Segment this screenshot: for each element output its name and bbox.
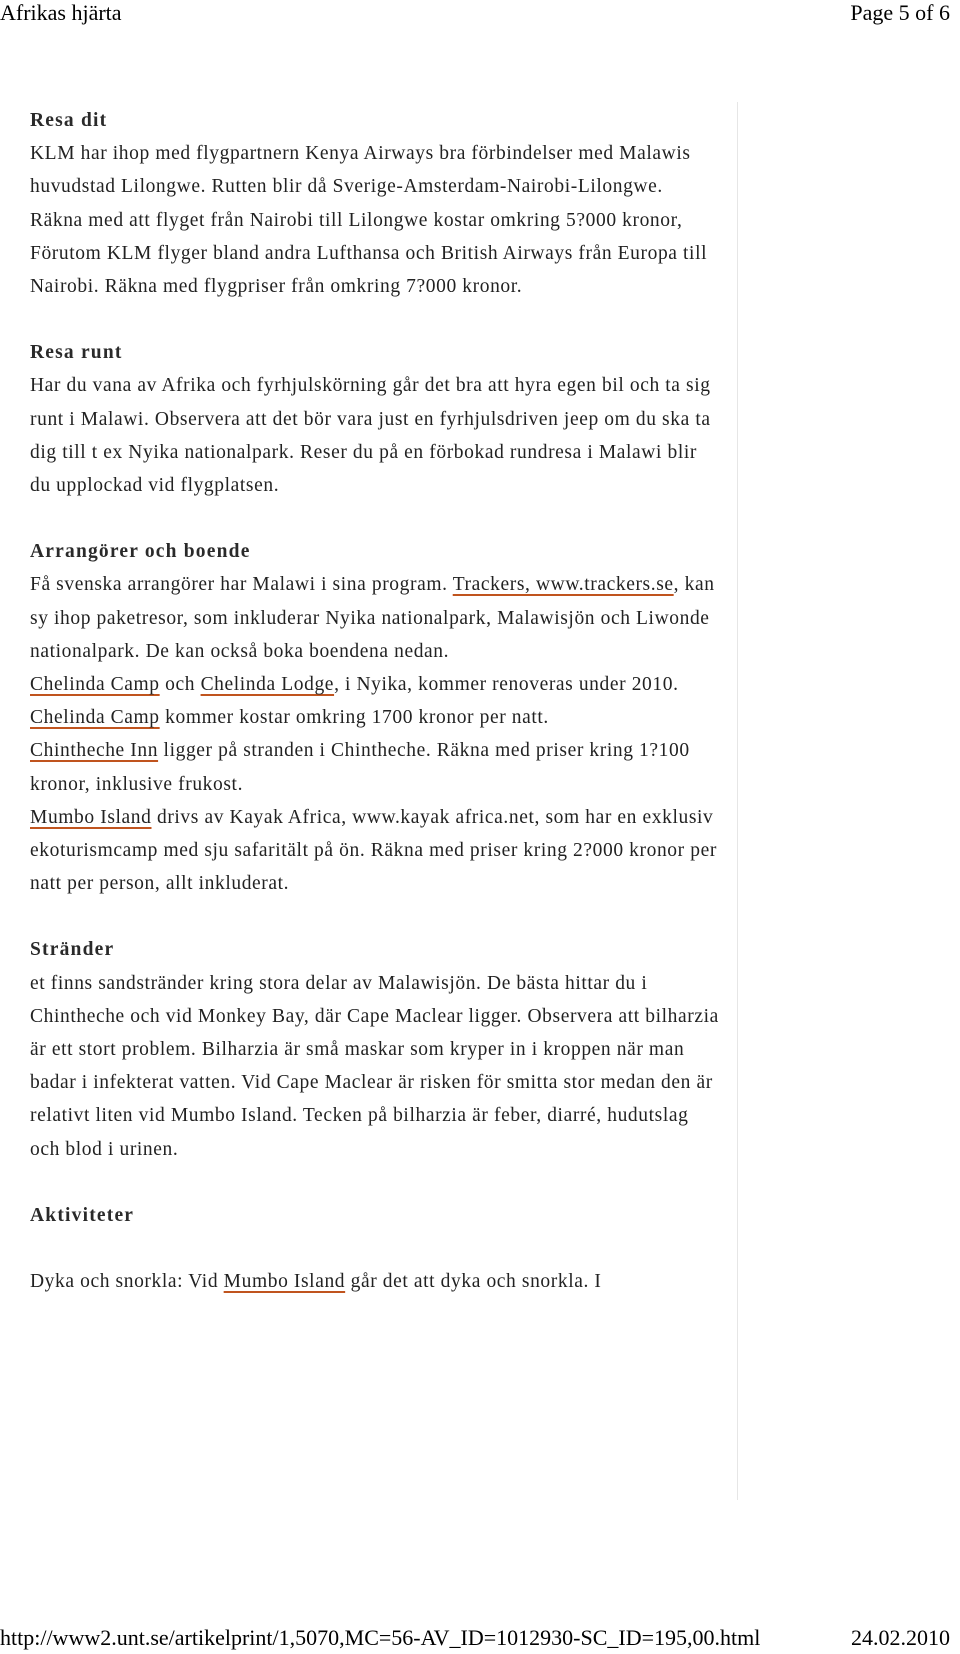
section-text: KLM har ihop med flygpartnern Kenya Airways bra förbindelser med Malawis huvudstad Lilongwe. Rutten blir då Sverige-Amsterdam-Nairobi-Lilongwe. Räkna med att flyget från Nairobi till Lilongwe kostar omkring 5?000 kronor, Förutom KLM flyger bland andra Lufthansa och British Airways från Europa till Nairobi. Räkna med flygpriser från omkring 7?000 kronor. — [30, 143, 708, 298]
section-strander — [30, 933, 720, 1165]
print-footer-date: 24.02.2010 — [851, 1625, 950, 1650]
text-run: går det att dyka och snorkla. I — [345, 1271, 602, 1293]
section-heading: Resa runt — [30, 342, 123, 364]
section-text — [30, 1265, 720, 1298]
section-text — [30, 568, 720, 668]
text-run: Få svenska arrangörer har Malawi i sina program. — [30, 574, 453, 596]
section-aktiviteter — [30, 1199, 720, 1298]
text-run: , kan sy ihop paketresor, som inkluderar Nyika nationalpark, Malawisjön och Liwonde nationalpark. De kan också boka boendena nedan. — [30, 574, 715, 662]
section-text — [30, 801, 720, 901]
section-arrangorer — [30, 535, 720, 900]
section-heading: Stränder — [30, 939, 115, 961]
section-heading: Resa dit — [30, 110, 108, 131]
chelinda-camp-link[interactable]: Chelinda Camp — [30, 674, 160, 696]
chelinda-camp-link-2[interactable]: Chelinda Camp — [30, 707, 160, 729]
mumbo-island-link[interactable]: Mumbo Island — [30, 806, 152, 828]
section-text: et finns sandstränder kring stora delar av Malawisjön. De bästa hittar du i Chintheche och vid Monkey Bay, där Cape Maclear ligger. Observera att bilharzia är ett stort problem. Bilharzia är små maskar som kryper in i kroppen när man badar i infekterat vatten. Vid Cape Maclear är risken för smitta stor medan den är relativt liten vid Mumbo Island. Tecken på bilharzia är feber, diarré, hudutslag och blod i urinen. — [30, 972, 719, 1160]
section-text: Har du vana av Afrika och fyrhjulskörning går det bra att hyra egen bil och ta sig runt i Malawi. Observera att det bör vara just en fyrhjulsdriven jeep om du ska ta dig till t ex Nyika nationalpark. Reser du på en förbokad rundresa i Malawi blir du upplockad vid flygplatsen. — [30, 375, 711, 497]
chintheche-inn-link[interactable]: Chintheche Inn — [30, 740, 159, 762]
text-run: och — [159, 674, 201, 696]
section-text — [30, 734, 720, 800]
column-divider — [737, 102, 738, 1500]
text-run: , i Nyika, kommer renoveras under 2010. — [334, 674, 679, 696]
print-header-title: Afrikas hjärta — [0, 0, 122, 25]
trackers-link[interactable]: Trackers, www.trackers.se — [452, 574, 674, 596]
text-run: drivs av Kayak Africa, www.kayak africa.net, som har en exklusiv ekoturismcamp med sju safaritält på ön. Räkna med priser kring 2?000 kronor per natt per person, allt inkluderat. — [30, 806, 717, 895]
section-resa-dit — [30, 104, 720, 303]
section-heading: Aktiviteter — [30, 1204, 135, 1226]
text-run: ligger på stranden i Chintheche. Räkna med priser kring 1?100 kronor, inklusive frukost. — [30, 740, 690, 795]
text-run: kommer kostar omkring 1700 kronor per natt. — [159, 707, 549, 729]
print-header-page: Page 5 of 6 — [850, 0, 950, 25]
print-footer-url: http://www2.unt.se/artikelprint/1,5070,MC=56-AV_ID=1012930-SC_ID=195,00.html — [0, 1625, 761, 1650]
section-heading: Arrangörer och boende — [30, 541, 251, 563]
section-resa-runt — [30, 336, 720, 502]
article-body — [30, 104, 720, 1331]
chelinda-lodge-link[interactable]: Chelinda Lodge — [200, 674, 335, 696]
mumbo-island-link-2[interactable]: Mumbo Island — [223, 1271, 346, 1293]
blank-line — [30, 1232, 720, 1265]
section-text — [30, 668, 720, 734]
text-run: Dyka och snorkla: Vid — [30, 1271, 224, 1293]
